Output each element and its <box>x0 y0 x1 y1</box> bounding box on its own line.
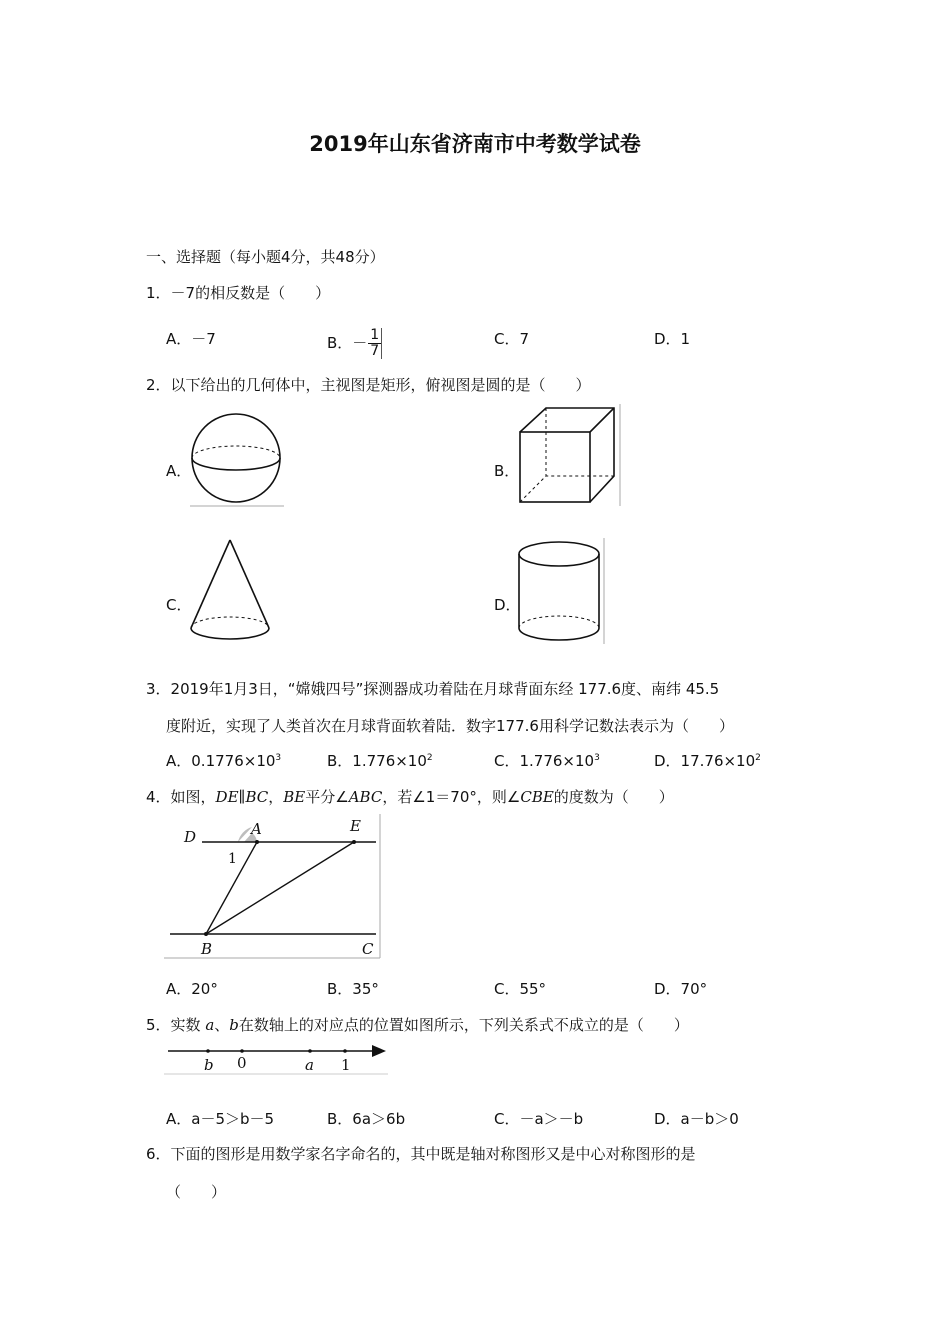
angle-label-1: 1 <box>228 851 237 867</box>
q4-option-d: D．70° <box>654 980 708 998</box>
q5-option-c: C．－a＞－b <box>494 1110 584 1128</box>
q3-option-d-exponent: 2 <box>755 753 761 763</box>
point-label-c: C <box>362 940 374 958</box>
q5-option-b: B．6a＞6b <box>327 1110 406 1128</box>
q3-option-c-exponent: 3 <box>594 753 600 763</box>
q4-stem-part: 平分∠ <box>305 788 349 806</box>
axis-label-zero: 0 <box>237 1054 247 1072</box>
axis-label-a: a <box>305 1056 314 1074</box>
q3-option-d <box>654 750 761 771</box>
q1-option-d: D．1 <box>654 330 691 348</box>
q1-option-b-prefix: B．－ <box>327 334 368 352</box>
q2-option-b: B． <box>494 462 520 480</box>
question-3-line1: 3．2019年1月3日，“嫦娥四号”探测器成功着陆在月球背面东经 177.6度、南纬 45.5 <box>146 680 720 698</box>
q4-option-b: B．35° <box>327 980 379 998</box>
question-5-stem <box>146 1014 689 1035</box>
question-6-line1: 6．下面的图形是用数学家名字命名的，其中既是轴对称图形又是中心对称图形的是 <box>146 1145 696 1163</box>
q4-de-parallel-bc: DE∥BC <box>215 788 269 806</box>
q4-option-a: A．20° <box>166 980 218 998</box>
q3-option-b-base: B．1.776×10 <box>327 752 427 770</box>
fraction <box>368 328 382 359</box>
q3-option-b <box>327 750 433 771</box>
point-label-a: A <box>251 820 262 838</box>
q1-option-c: C．7 <box>494 330 530 348</box>
q3-option-b-exponent: 2 <box>426 753 433 763</box>
q1-option-b <box>327 328 382 359</box>
sphere-figure <box>188 410 286 508</box>
q4-stem-part: ， <box>268 788 284 806</box>
q3-option-c <box>494 750 600 771</box>
point-label-e: E <box>350 817 361 835</box>
question-6-line2: （ ） <box>166 1183 227 1201</box>
q1-option-a: A．－7 <box>166 330 216 348</box>
q4-be: BE <box>283 788 306 806</box>
number-line-figure <box>164 1040 390 1076</box>
q3-option-c-base: C．1.776×10 <box>494 752 595 770</box>
axis-label-one: 1 <box>341 1056 351 1074</box>
cylinder-figure <box>516 538 608 646</box>
q4-stem-part: ，若∠1＝70°，则∠ <box>382 788 521 806</box>
q3-option-a <box>166 750 281 771</box>
section-heading: 一、选择题（每小题4分，共48分） <box>146 248 385 266</box>
point-label-b: B <box>201 940 213 958</box>
question-2-stem: 2．以下给出的几何体中，主视图是矩形，俯视图是圆的是（ ） <box>146 376 591 394</box>
q5-option-a: A．a－5＞b－5 <box>166 1110 275 1128</box>
q4-option-c: C．55° <box>494 980 547 998</box>
q2-option-d: D． <box>494 596 521 614</box>
question-3-line2: 度附近，实现了人类首次在月球背面软着陆．数字177.6用科学记数法表示为（ ） <box>166 717 734 735</box>
q4-cbe: CBE <box>520 788 554 806</box>
cube-figure <box>516 404 622 508</box>
q4-stem-part: 4．如图， <box>146 788 216 806</box>
q3-option-a-base: A．0.1776×10 <box>166 752 276 770</box>
q2-option-c: C． <box>166 596 192 614</box>
q2-option-a: A． <box>166 462 192 480</box>
question-1-stem: 1．－7的相反数是（ ） <box>146 284 331 302</box>
question-4-stem <box>146 786 674 807</box>
q5-stem-part: 在数轴上的对应点的位置如图所示，下列关系式不成立的是（ ） <box>238 1016 689 1034</box>
q3-option-d-base: D．17.76×10 <box>654 752 756 770</box>
q5-stem-part: 5．实数 <box>146 1016 206 1034</box>
parallel-lines-figure <box>164 814 382 960</box>
q3-option-a-exponent: 3 <box>275 753 282 763</box>
page-title: 2019年山东省济南市中考数学试卷 <box>309 132 641 156</box>
q5-option-d: D．a－b＞0 <box>654 1110 739 1128</box>
q5-stem-part: 、 <box>214 1016 230 1034</box>
q4-stem-part: 的度数为（ ） <box>553 788 674 806</box>
axis-label-b: b <box>204 1056 214 1074</box>
cone-figure <box>186 536 274 644</box>
fraction-numerator: 1 <box>370 327 380 343</box>
q4-abc: ABC <box>348 788 383 806</box>
point-label-d: D <box>184 828 197 846</box>
q5-var-a: a <box>205 1016 215 1034</box>
q5-var-b: b <box>229 1016 239 1034</box>
fraction-denominator: 7 <box>370 343 380 359</box>
